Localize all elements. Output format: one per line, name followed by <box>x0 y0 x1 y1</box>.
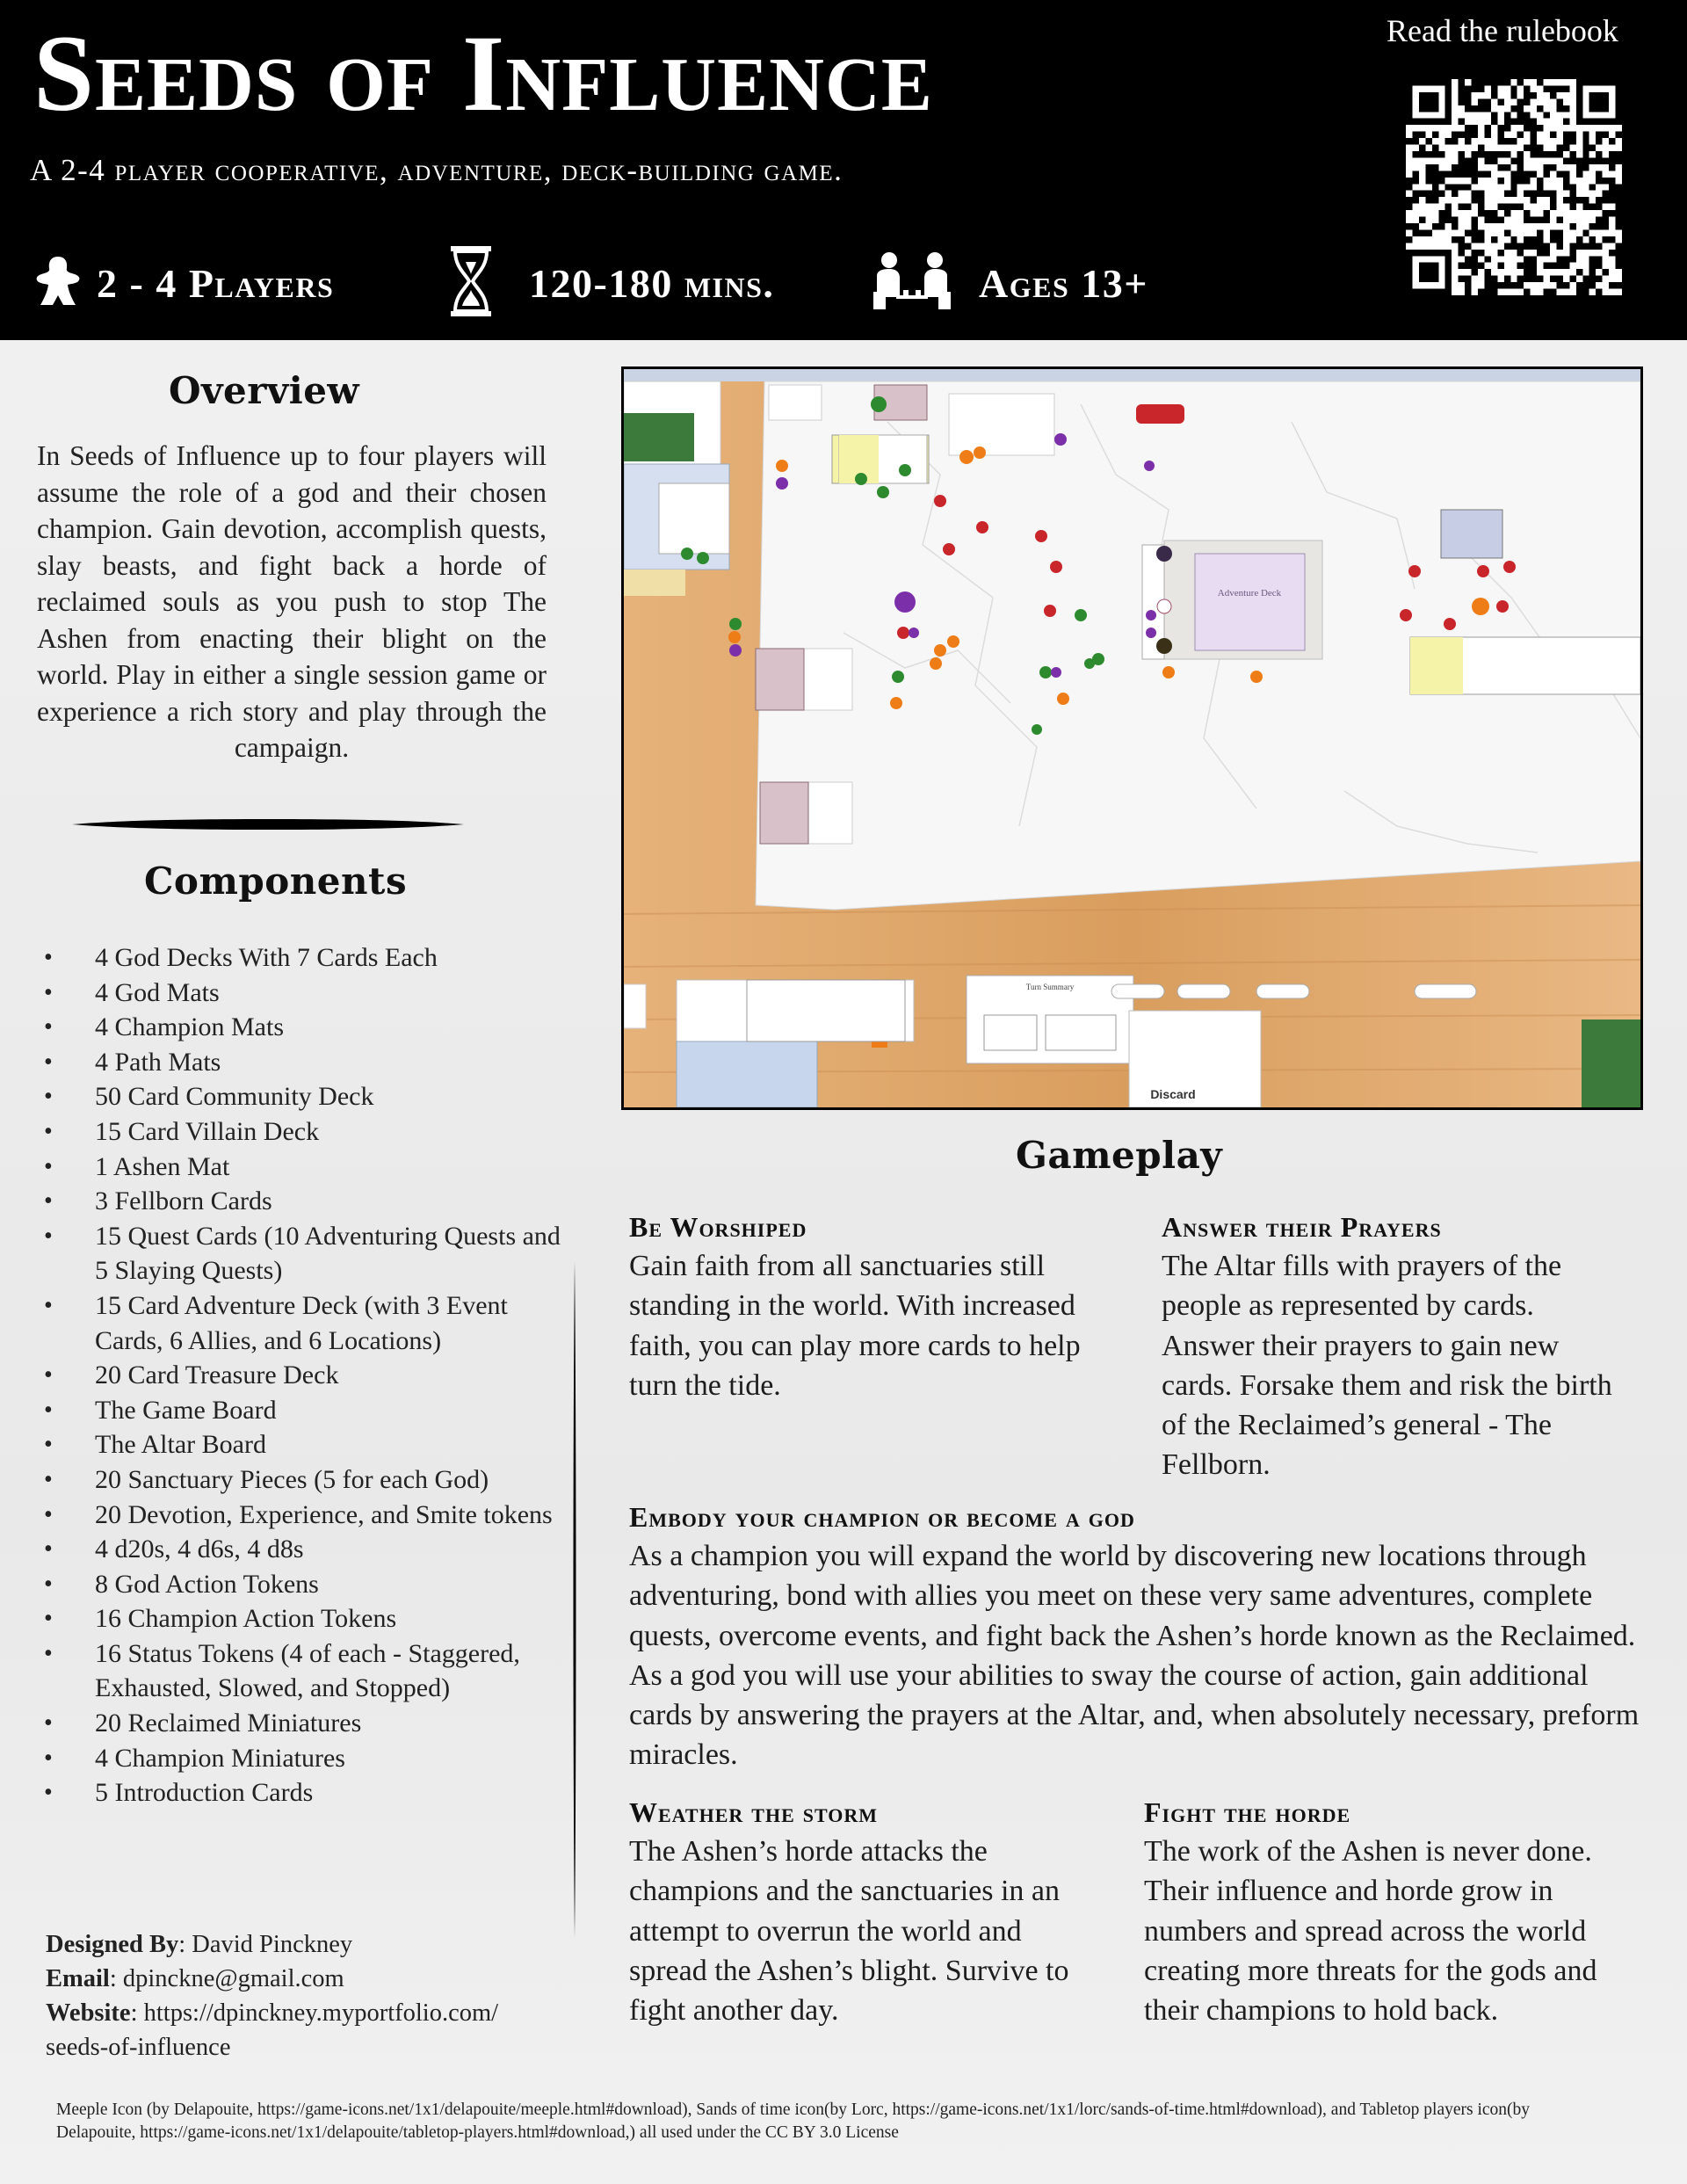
component-item: • The Altar Board <box>39 1427 566 1462</box>
component-item: • 15 Quest Cards (10 Adventuring Quests and 5 Slaying Quests) <box>39 1219 566 1288</box>
website-link[interactable]: : https://dpinckney.myportfolio.com/ seeds-of-influence <box>46 1999 499 2061</box>
component-item: • 3 Fellborn Cards <box>39 1184 566 1219</box>
component-item: • 4 Path Mats <box>39 1045 566 1080</box>
components-heading: Components <box>144 860 408 903</box>
email-line <box>46 1962 564 1996</box>
overview-heading: Overview <box>169 369 360 412</box>
component-item: • 4 Champion Miniatures <box>39 1741 566 1776</box>
component-item: • 20 Devotion, Experience, and Smite tokens <box>39 1498 566 1533</box>
prayers-title: Answer their Prayers <box>1162 1211 1442 1243</box>
overview-text: In Seeds of Influence up to four players will assume the role of a god and their chosen champion. Gain devotion, accomplish quests, slay beasts, and fight back a horde of reclaimed souls as you push to stop The Ashen from enacting their blight on the world. Play in either a single session game or experience a rich story and play through the campaign. <box>37 440 547 763</box>
worship-title: Be Worshiped <box>629 1211 807 1243</box>
designer-label: Designed By <box>46 1931 179 1958</box>
meeple-icon <box>35 255 81 311</box>
gameplay-screenshot <box>621 366 1643 1110</box>
component-item: • 8 God Action Tokens <box>39 1567 566 1602</box>
ages-stat <box>870 246 1148 320</box>
adventure-deck-label: Adventure Deck <box>1217 588 1282 599</box>
component-item: • The Game Board <box>39 1393 566 1428</box>
ages-label: Ages 13+ <box>979 260 1148 306</box>
email-value[interactable]: : dpinckne@gmail.com <box>109 1965 344 1992</box>
time-stat <box>448 246 774 320</box>
component-item: • 50 Card Community Deck <box>39 1079 566 1114</box>
section-divider <box>70 817 466 831</box>
component-item: • 16 Status Tokens (4 of each - Staggered, Exhausted, Slowed, and Stopped) <box>39 1636 566 1706</box>
players-stat <box>35 246 334 320</box>
designer-name: : David Pinckney <box>178 1931 353 1958</box>
game-subtitle: A 2-4 player cooperative, adventure, deck-building game. <box>30 153 844 187</box>
hourglass-icon <box>448 244 494 322</box>
discard-label: Discard <box>1150 1087 1196 1101</box>
storm-title: Weather the storm <box>629 1796 879 1828</box>
icon-attribution: Meeple Icon (by Delapouite, https://game-icons.net/1x1/delapouite/meeple.html#download), Sands of time icon(by Lorc, https://game-icons.net/1x1/lorc/sands-of-time.html#download), and Tabletop players icon(by Delapouite, https://game-icons.net/1x1/delapouite/tabletop-players.html#download,) all used under the CC BY 3.0 License <box>56 2101 1531 2142</box>
turn-summary-label: Turn Summary <box>1025 983 1075 991</box>
component-item: • 4 Champion Mats <box>39 1010 566 1045</box>
rulebook-qr-code[interactable] <box>1406 79 1622 295</box>
components-list <box>39 940 566 1810</box>
component-item: • 15 Card Villain Deck <box>39 1114 566 1150</box>
email-label: Email <box>46 1965 110 1992</box>
game-board-render <box>624 369 1640 1107</box>
component-item: • 4 God Decks With 7 Cards Each <box>39 940 566 976</box>
component-item: • 5 Introduction Cards <box>39 1775 566 1810</box>
qr-caption: Read the rulebook <box>1387 13 1618 48</box>
component-item: • 16 Champion Action Tokens <box>39 1601 566 1636</box>
horde-body: The work of the Ashen is never done. Their influence and horde grow in numbers and spread across the world creating more threats for the gods and their champions to hold back. <box>1144 1835 1597 2028</box>
component-item: • 15 Card Adventure Deck (with 3 Event Cards, 6 Allies, and 6 Locations) <box>39 1288 566 1358</box>
component-item: • 20 Card Treasure Deck <box>39 1358 566 1393</box>
component-item: • 4 d20s, 4 d6s, 4 d8s <box>39 1532 566 1567</box>
game-title: Seeds of Influence <box>33 13 933 134</box>
worship-body: Gain faith from all sanctuaries still standing in the world. With increased faith, you can play more cards to help turn the tide. <box>629 1250 1081 1402</box>
gameplay-heading: Gameplay <box>1016 1134 1223 1177</box>
website-label: Website <box>46 1999 131 2027</box>
website-line <box>46 1996 564 2064</box>
credits <box>46 1927 564 2064</box>
players-label: 2 - 4 Players <box>97 260 335 306</box>
component-item: • 20 Reclaimed Miniatures <box>39 1706 566 1741</box>
storm-body: The Ashen’s horde attacks the champions and the sanctuaries in an attempt to overrun the world and spread the Ashen’s blight. Survive to fight another day. <box>629 1835 1069 2028</box>
prayers-body: The Altar fills with prayers of the people as represented by cards. Answer their prayers to gain new cards. Forsake them and risk the birth of the Reclaimed’s general - The Fellborn. <box>1162 1250 1612 1482</box>
horde-title: Fight the horde <box>1144 1796 1351 1828</box>
tabletop-players-icon <box>870 251 954 315</box>
header-banner <box>0 0 1687 340</box>
component-item: • 20 Sanctuary Pieces (5 for each God) <box>39 1462 566 1498</box>
column-divider <box>571 1261 578 1938</box>
component-item: • 1 Ashen Mat <box>39 1150 566 1185</box>
embody-body: As a champion you will expand the world by discovering new locations through adventuring, bond with allies you meet on these very same adventures, complete quests, overcome events, and fight back the Ashen’s horde known as the Reclaimed. As a god you will use your abilities to sway the course of action, gain additional cards by answering the prayers at the Altar, and, when absolutely necessary, preform miracles. <box>629 1540 1640 1772</box>
component-item: • 4 God Mats <box>39 976 566 1011</box>
embody-title: Embody your champion or become a god <box>629 1501 1135 1533</box>
designer-line <box>46 1927 564 1962</box>
time-label: 120-180 mins. <box>529 260 775 306</box>
